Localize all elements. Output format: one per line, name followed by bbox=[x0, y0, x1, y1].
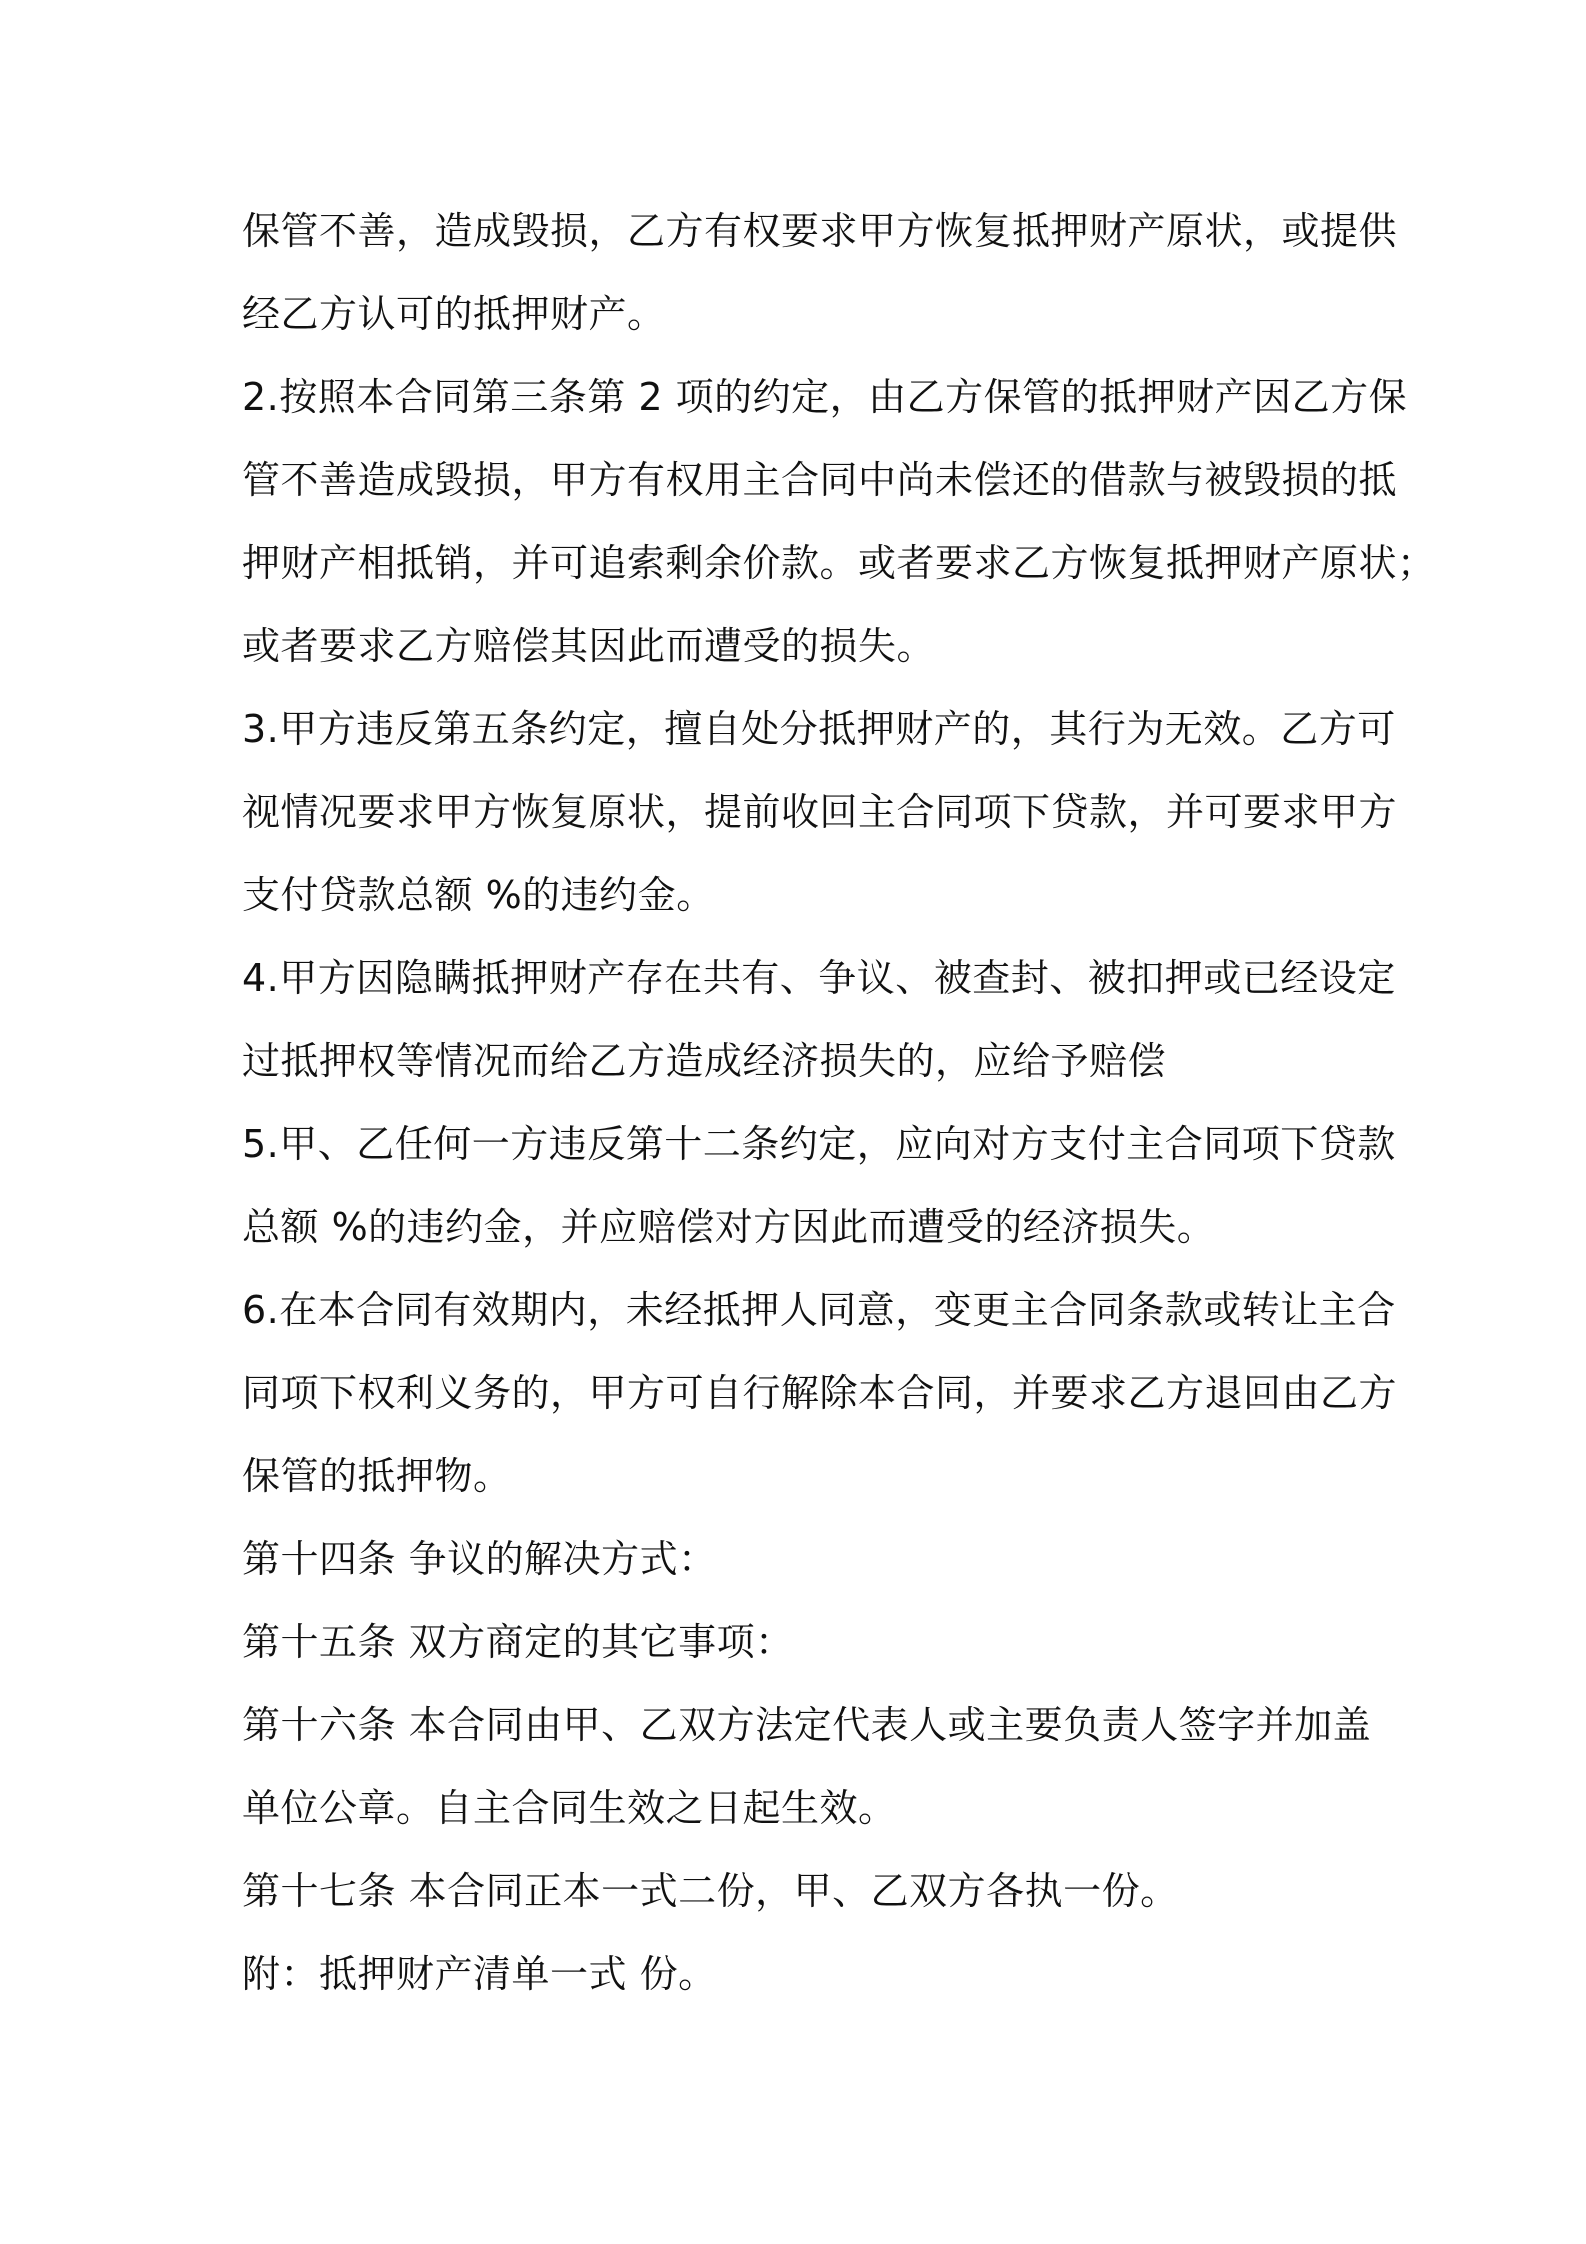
text-line-15: 同项下权利义务的，甲方可自行解除本合同，并要求乙方退回由乙方 bbox=[242, 1371, 1398, 1415]
text-line-18: 第十五条 双方商定的其它事项： bbox=[242, 1620, 794, 1664]
text-line-12: 5.甲、乙任何一方违反第十二条约定，应向对方支付主合同项下贷款 bbox=[242, 1122, 1396, 1166]
text-line-10: 4.甲方因隐瞒抵押财产存在共有、争议、被查封、被扣押或已经设定 bbox=[242, 956, 1396, 1000]
text-line-3: 2.按照本合同第三条第 2 项的约定，由乙方保管的抵押财产因乙方保 bbox=[242, 375, 1408, 419]
text-line-8: 视情况要求甲方恢复原状，提前收回主合同项下贷款，并可要求甲方 bbox=[242, 790, 1398, 834]
text-line-17: 第十四条 争议的解决方式： bbox=[242, 1537, 717, 1581]
text-line-11: 过抵押权等情况而给乙方造成经济损失的，应给予赔偿 bbox=[242, 1039, 1167, 1083]
text-line-2: 经乙方认可的抵押财产。 bbox=[242, 292, 666, 336]
text-line-20: 单位公章。自主合同生效之日起生效。 bbox=[242, 1786, 897, 1830]
text-line-19: 第十六条 本合同由甲、乙双方法定代表人或主要负责人签字并加盖 bbox=[242, 1703, 1372, 1747]
text-line-21: 第十七条 本合同正本一式二份，甲、乙双方各执一份。 bbox=[242, 1869, 1179, 1913]
contract-body-text bbox=[242, 190, 1436, 2016]
text-line-7: 3.甲方违反第五条约定，擅自处分抵押财产的，其行为无效。乙方可 bbox=[242, 707, 1396, 751]
text-line-16: 保管的抵押物。 bbox=[242, 1454, 512, 1498]
text-line-13: 总额 %的违约金，并应赔偿对方因此而遭受的经济损失。 bbox=[242, 1205, 1216, 1249]
text-line-1: 保管不善，造成毁损，乙方有权要求甲方恢复抵押财产原状，或提供 bbox=[242, 209, 1398, 253]
text-line-9: 支付贷款总额 %的违约金。 bbox=[242, 873, 715, 917]
text-line-5: 押财产相抵销，并可追索剩余价款。或者要求乙方恢复抵押财产原状； bbox=[242, 541, 1436, 585]
text-line-4: 管不善造成毁损，甲方有权用主合同中尚未偿还的借款与被毁损的抵 bbox=[242, 458, 1398, 502]
text-line-6: 或者要求乙方赔偿其因此而遭受的损失。 bbox=[242, 624, 936, 668]
text-line-14: 6.在本合同有效期内，未经抵押人同意，变更主合同条款或转让主合 bbox=[242, 1288, 1396, 1332]
text-line-22: 附：抵押财产清单一式 份。 bbox=[242, 1952, 717, 1996]
